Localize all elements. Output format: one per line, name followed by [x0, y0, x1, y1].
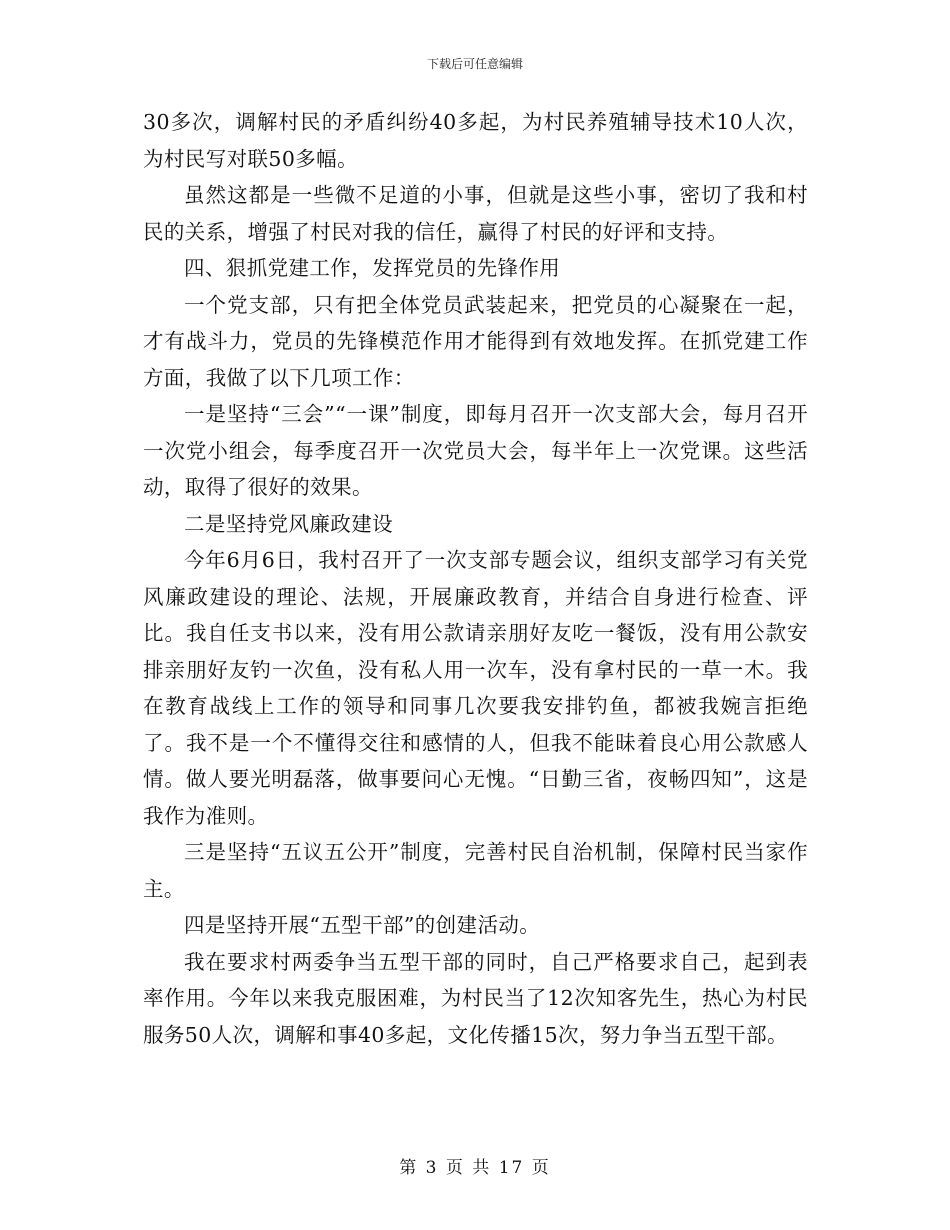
paragraph: 一个党支部，只有把全体党员武装起来，把党员的心凝聚在一起，才有战斗力，党员的先锋模范作用才能得到有效地发挥。在抓党建工作方面，我做了以下几项工作： [143, 292, 808, 390]
document-body [143, 104, 808, 1053]
page-header-note: 下载后可任意编辑 [426, 57, 523, 71]
page-number: 第 3 页 共 17 页 [399, 1158, 551, 1178]
paragraph-continuation: 30多次，调解村民的矛盾纠纷40多起，为村民养殖辅导技术10人次，为村民写对联50多幅。 [143, 110, 808, 171]
paragraph: 虽然这都是一些微不足道的小事，但就是这些小事，密切了我和村民的关系，增强了村民对我的信任，赢得了村民的好评和支持。 [143, 183, 808, 244]
subheading: 四是坚持开展“五型干部”的创建活动。 [184, 913, 541, 937]
paragraph: 今年6月6日，我村召开了一次支部专题会议，组织支部学习有关党风廉政建设的理论、法规，开展廉政教育，并结合自身进行检查、评比。我自任支书以来，没有用公款请亲朋好友吃一餐饭，没有用公款安排亲朋好友钓一次鱼，没有私人用一次车，没有拿村民的一草一木。我在教育战线上工作的领导和同事几次要我安排钓鱼，都被我婉言拒绝了。我不是一个不懂得交往和感情的人，但我不能昧着良心用公款感人情。做人要光明磊落，做事要问心无愧。“日勤三省，夜畅四知”，这是我作为准则。 [143, 548, 808, 828]
paragraph: 三是坚持“五议五公开”制度，完善村民自治机制，保障村民当家作主。 [143, 840, 808, 901]
section-heading: 四、狠抓党建工作，发挥党员的先锋作用 [184, 256, 561, 280]
subheading: 二是坚持党风廉政建设 [184, 511, 393, 536]
paragraph: 我在要求村两委争当五型干部的同时，自己严格要求自己，起到表率作用。今年以来我克服困难，为村民当了12次知客先生，热心为村民服务50人次，调解和事40多起，文化传播15次，努力争当五型干部。 [143, 949, 808, 1047]
paragraph: 一是坚持“三会”“一课”制度，即每月召开一次支部大会，每月召开一次党小组会，每季度召开一次党员大会，每半年上一次党课。这些活动，取得了很好的效果。 [143, 402, 808, 499]
